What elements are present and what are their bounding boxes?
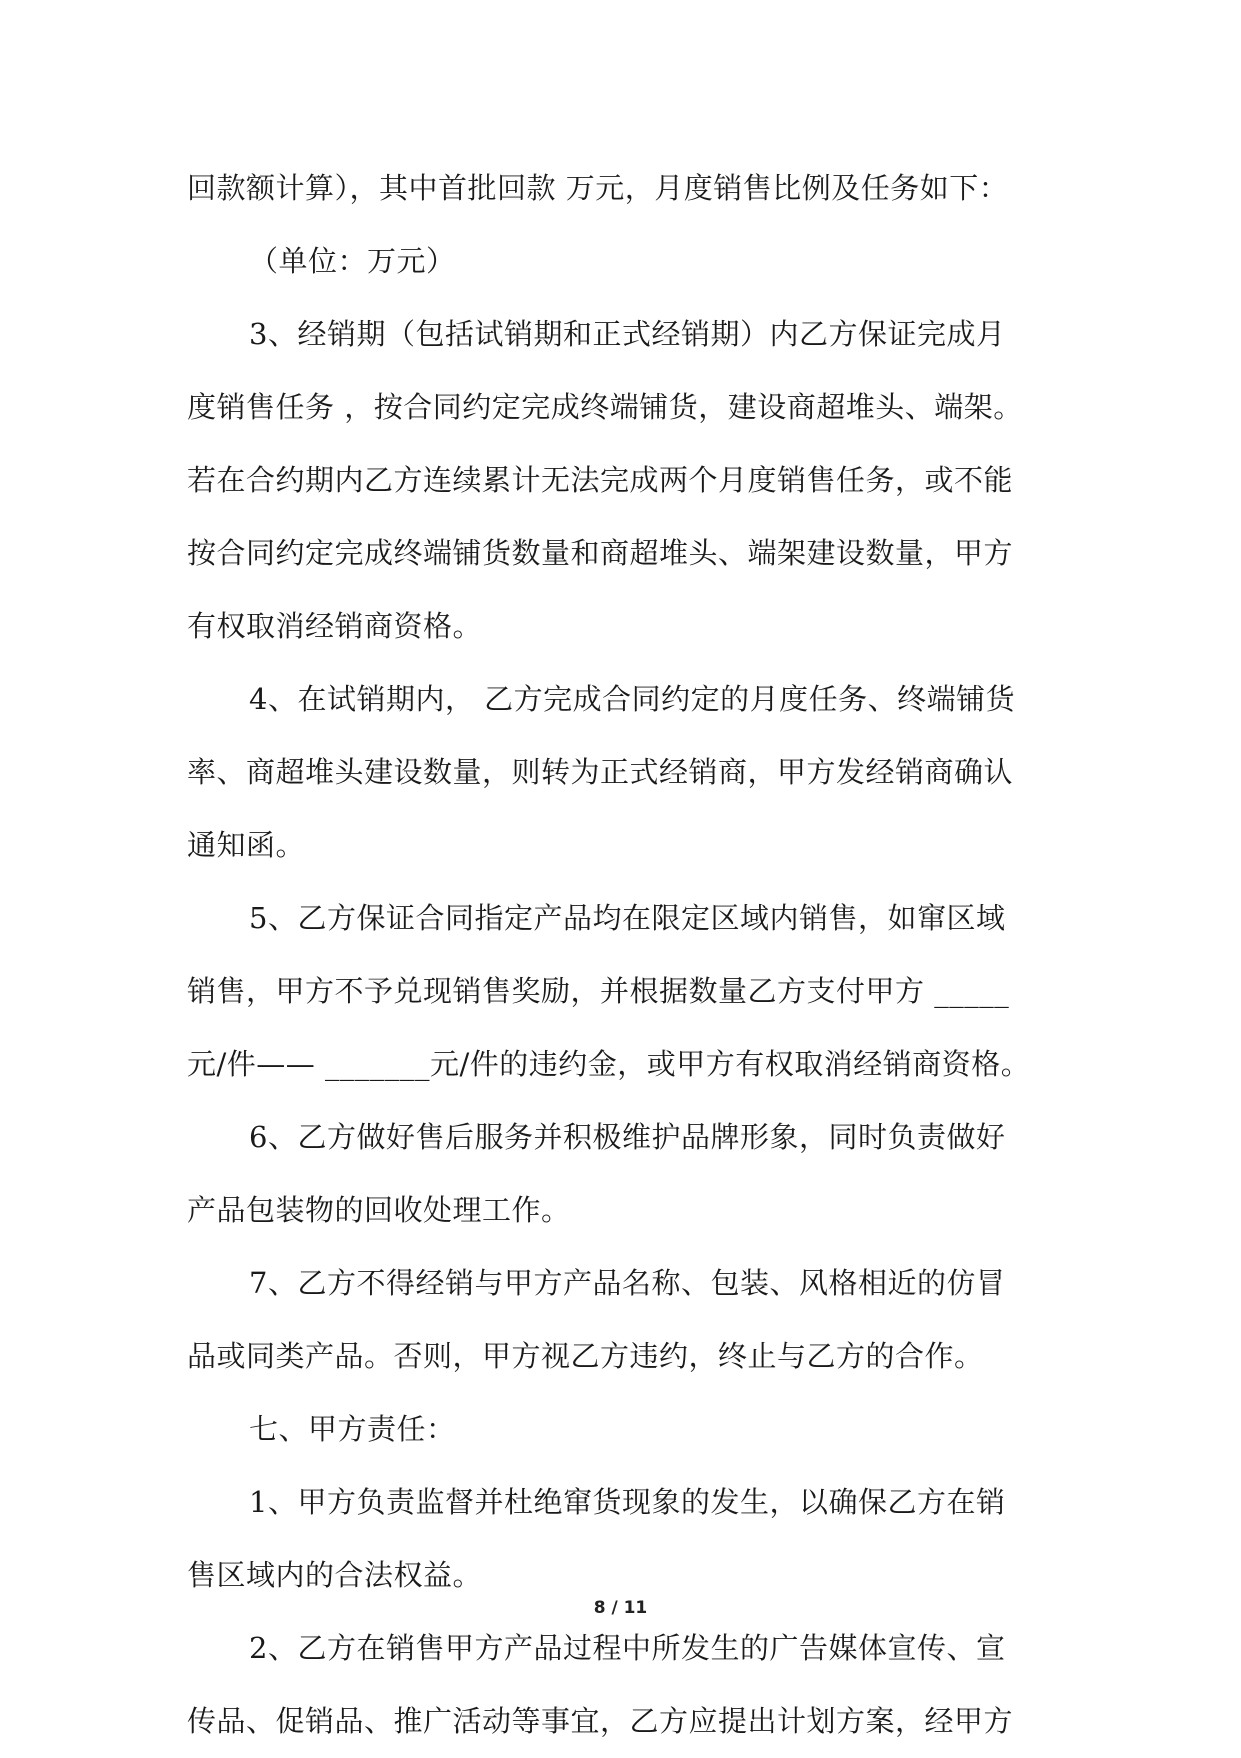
text-line: 销售，甲方不予兑现销售奖励，并根据数量乙方支付甲方 _____: [187, 974, 1010, 1008]
text-line: 品或同类产品。否则，甲方视乙方违约，终止与乙方的合作。: [187, 1339, 984, 1373]
text-line: 4、在试销期内， 乙方完成合同约定的月度任务、终端铺货: [249, 682, 1016, 716]
text-line: 按合同约定完成终端铺货数量和商超堆头、端架建设数量，甲方: [187, 536, 1014, 570]
text-line: 元/件—— _______元/件的违约金，或甲方有权取消经销商资格。: [187, 1047, 1031, 1081]
page-number: 8 / 11: [593, 1598, 648, 1618]
text-line: 售区域内的合法权益。: [187, 1558, 483, 1592]
document-body: [187, 152, 1055, 1758]
section-heading: 七、甲方责任：: [249, 1412, 456, 1446]
text-line: 通知函。: [187, 828, 306, 862]
text-line: 传品、促销品、推广活动等事宜，乙方应提出计划方案，经甲方: [187, 1704, 1014, 1738]
text-line: 产品包装物的回收处理工作。: [187, 1193, 571, 1227]
text-line: 6、乙方做好售后服务并积极维护品牌形象，同时负责做好: [249, 1120, 1006, 1154]
text-line: 1、甲方负责监督并杜绝窜货现象的发生，以确保乙方在销: [249, 1485, 1006, 1519]
text-line: 有权取消经销商资格。: [187, 609, 483, 643]
text-line: 度销售任务 ，按合同约定完成终端铺货，建设商超堆头、端架。: [187, 390, 1023, 424]
text-line: 回款额计算），其中首批回款 万元，月度销售比例及任务如下：: [187, 171, 1009, 205]
text-line: 5、乙方保证合同指定产品均在限定区域内销售，如窜区域: [249, 901, 1006, 935]
text-line: 若在合约期内乙方连续累计无法完成两个月度销售任务，或不能: [187, 463, 1014, 497]
text-line: 2、乙方在销售甲方产品过程中所发生的广告媒体宣传、宣: [249, 1631, 1006, 1665]
text-line: 3、经销期（包括试销期和正式经销期）内乙方保证完成月: [249, 317, 1006, 351]
text-line: （单位：万元）: [249, 244, 456, 278]
text-line: 7、乙方不得经销与甲方产品名称、包装、风格相近的仿冒: [249, 1266, 1006, 1300]
text-line: 率、商超堆头建设数量，则转为正式经销商，甲方发经销商确认: [187, 755, 1014, 789]
